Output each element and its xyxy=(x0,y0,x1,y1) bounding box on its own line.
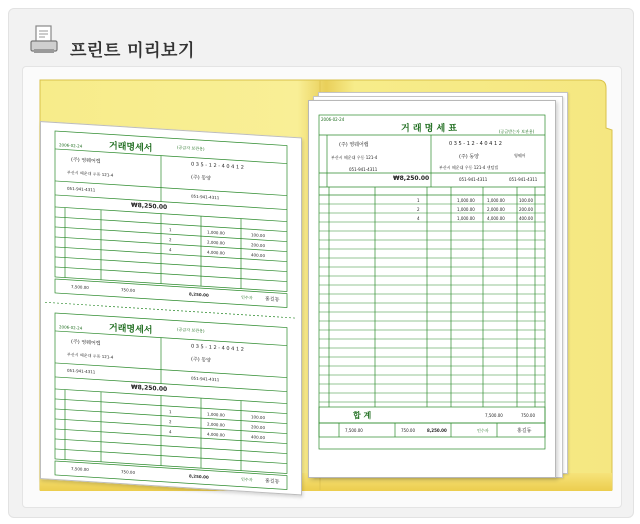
invoice-sheet-left xyxy=(40,121,302,495)
vat-bottom: 750.00 xyxy=(121,469,135,475)
vat-right: 750.00 xyxy=(401,428,415,433)
row1-tax-top: 100.00 xyxy=(251,232,265,239)
row3-price-right: 1,000.00 xyxy=(457,216,475,221)
stamp-right: 홍길동 xyxy=(517,428,532,434)
row3-qty-bottom: 4 xyxy=(169,429,172,435)
total-amount-top: ₩8,250.00 xyxy=(131,201,168,212)
recipient-right: (주) 동양 xyxy=(459,154,479,160)
supplier-top: (주) 영웨어랩 xyxy=(71,156,101,165)
row1-price-bottom: 1,000.00 xyxy=(207,411,225,418)
row1-amount-right: 1,000.00 xyxy=(487,198,505,203)
invoice-title-right: 거 래 명 세 표 xyxy=(401,124,458,134)
row2-tax-right: 200.00 xyxy=(519,207,533,212)
row2-qty-top: 2 xyxy=(169,237,172,243)
row2-tax-top: 200.00 xyxy=(251,242,265,249)
fax-top: 051-941-4311 xyxy=(191,193,220,201)
recipient-top: (주) 동양 xyxy=(191,174,211,182)
reg-number-bottom: 0 3 5 - 1 2 - 4 0 4 1 2 xyxy=(191,343,244,353)
total-label-right: 합 계 xyxy=(353,411,372,420)
total-vat-right: 750.00 xyxy=(521,413,535,418)
row2-tax-bottom: 200.00 xyxy=(251,424,265,431)
row1-price-right: 1,000.00 xyxy=(457,198,475,203)
fax-bottom: 051-941-4311 xyxy=(191,375,220,383)
stamp-top: 홍길동 xyxy=(265,296,280,304)
row1-tax-bottom: 100.00 xyxy=(251,414,265,421)
row3-tax-bottom: 400.00 xyxy=(251,434,265,441)
total-amount-right: ₩8,250.00 xyxy=(393,175,430,182)
row2-qty-bottom: 2 xyxy=(169,419,172,425)
copy-label-top: (공급자 보관용) xyxy=(177,144,205,152)
page-title: 프린트 미리보기 xyxy=(70,41,195,61)
vat-top: 750.00 xyxy=(121,287,135,293)
date-top: 2006-02-24 xyxy=(59,142,83,149)
row3-qty-top: 4 xyxy=(169,247,172,253)
prev-balance-right: 7,500.00 xyxy=(345,428,363,433)
receiver-bottom: 인수자 xyxy=(241,476,253,483)
row3-price-top: 4,000.00 xyxy=(207,249,225,256)
phone-bottom: 051-941-4311 xyxy=(67,367,96,375)
recipient-bottom: (주) 동양 xyxy=(191,356,211,364)
total-amount-bottom: ₩8,250.00 xyxy=(131,383,168,394)
reg-number-top: 0 3 5 - 1 2 - 4 0 4 1 2 xyxy=(191,161,244,171)
row1-qty-top: 1 xyxy=(169,227,172,233)
row3-tax-right: 400.00 xyxy=(519,216,533,221)
receiver-right: 인수자 xyxy=(477,428,489,433)
row3-price-bottom: 4,000.00 xyxy=(207,431,225,438)
row1-price-top: 1,000.00 xyxy=(207,229,225,236)
row2-price-bottom: 2,000.00 xyxy=(207,421,225,428)
phone-top: 051-941-4311 xyxy=(67,185,96,193)
sum-bottom: 8,250.00 xyxy=(189,473,209,480)
phone-right: 051-941-4311 xyxy=(349,167,378,172)
address-bottom: 부산시 해운대 우동 121-4 xyxy=(67,351,114,360)
receiver-top: 인수자 xyxy=(241,294,253,301)
phone2-right: 051-941-4311 xyxy=(459,177,488,182)
address-top: 부산시 해운대 우동 121-4 xyxy=(67,169,114,178)
date-bottom: 2006-02-24 xyxy=(59,324,83,331)
prev-balance-bottom: 7,500.00 xyxy=(71,465,89,473)
row2-amount-right: 2,000.00 xyxy=(487,207,505,212)
row2-price-top: 2,000.00 xyxy=(207,239,225,246)
fax-right: 051-941-4311 xyxy=(509,177,538,182)
row3-tax-top: 400.00 xyxy=(251,252,265,259)
row2-price-right: 1,000.00 xyxy=(457,207,475,212)
prev-balance-top: 7,500.00 xyxy=(71,283,89,291)
sum-top: 8,250.00 xyxy=(189,291,209,298)
row1-qty-bottom: 1 xyxy=(169,409,172,415)
invoice-title-top: 거래명세서 xyxy=(109,141,153,155)
row1-qty-right: 1 xyxy=(417,198,420,203)
recipient-address-right: 부산시 해운대 우동 121-4 센텀빌 xyxy=(439,165,499,170)
row2-qty-right: 2 xyxy=(417,207,420,212)
stamp-bottom: 홍길동 xyxy=(265,478,280,486)
total-sum-right: 7,500.00 xyxy=(485,413,503,418)
printer-icon xyxy=(28,24,60,56)
invoice-title-bottom: 거래명세서 xyxy=(109,323,153,337)
supplier-person-right: 영웨어 xyxy=(514,153,526,158)
reg-number-right: 0 3 5 - 1 2 - 4 0 4 1 2 xyxy=(449,141,502,147)
address-right: 부산시 해운대 우동 121-4 xyxy=(331,155,378,160)
row3-qty-right: 4 xyxy=(417,216,420,221)
copy-label-bottom: (공급자 보관용) xyxy=(177,326,205,334)
supplier-bottom: (주) 영웨어랩 xyxy=(71,338,101,347)
row3-amount-right: 4,000.00 xyxy=(487,216,505,221)
sum-right: 8,250.00 xyxy=(427,428,447,433)
invoice-sheet-right xyxy=(308,100,556,478)
copy-label-right: (공급받는자 보관용) xyxy=(499,129,535,134)
row1-tax-right: 100.00 xyxy=(519,198,533,203)
date-right: 2006-02-24 xyxy=(321,117,345,122)
supplier-right: (주) 영웨어랩 xyxy=(339,142,369,148)
